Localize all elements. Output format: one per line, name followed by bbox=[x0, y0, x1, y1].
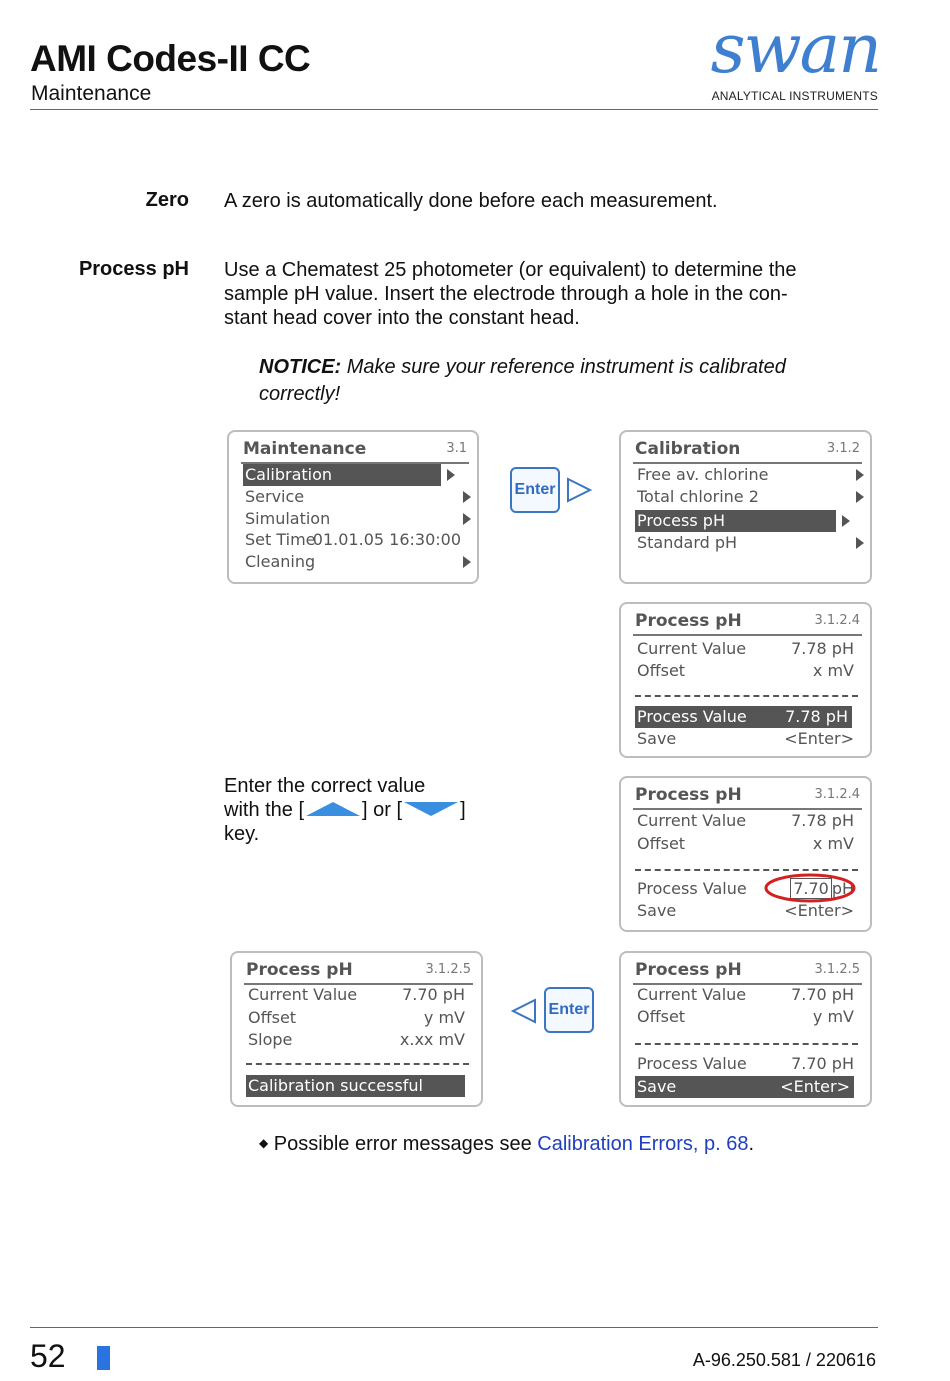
submenu-arrow-icon bbox=[856, 469, 864, 481]
submenu-arrow-icon bbox=[842, 515, 850, 527]
screen-process-ph-editing bbox=[619, 776, 872, 932]
menu-item-set-time[interactable]: Set Time 01.01.05 16:30:00 bbox=[245, 530, 461, 549]
process-ph-text: Use a Chematest 25 photometer (or equivalent) to determine the sample pH value. Insert the electrode through a hole in the con- stant head cover into the constant head. bbox=[224, 259, 797, 329]
process-value-row[interactable]: Process Value 7.70 pH bbox=[637, 879, 854, 898]
menu-item-standard-ph[interactable]: Standard pH bbox=[635, 532, 858, 554]
screen-number: 3.1.2.5 bbox=[425, 962, 471, 977]
enter-key-icon: Enter bbox=[510, 467, 560, 513]
process-value-input[interactable]: 7.70 bbox=[790, 878, 832, 899]
enter-instruction: Enter the correct value with the [ ] or [ ] key. bbox=[224, 775, 466, 845]
save-row[interactable]: Save <Enter> bbox=[637, 729, 854, 748]
screen-title: Process pH bbox=[635, 785, 742, 805]
process-value-row[interactable]: Process Value 7.78 pH bbox=[635, 706, 852, 728]
menu-item-cleaning[interactable]: Cleaning bbox=[243, 551, 465, 573]
header-rule bbox=[30, 109, 878, 110]
screen-title: Process pH bbox=[635, 611, 742, 631]
notice: NOTICE: Make sure your reference instrument is calibrated correctly! bbox=[259, 356, 786, 405]
process-value-row: Process Value 7.70 pH bbox=[637, 1054, 854, 1073]
menu-item-free-av-chlorine[interactable]: Free av. chlorine bbox=[635, 464, 858, 486]
page-number: 52 bbox=[30, 1338, 66, 1374]
menu-item-service[interactable]: Service bbox=[243, 486, 465, 508]
slope-row: Slope x.xx mV bbox=[248, 1030, 465, 1049]
enter-key-icon: Enter bbox=[544, 987, 594, 1033]
document-title: AMI Codes-II CC bbox=[30, 38, 311, 79]
screen-calibration bbox=[619, 430, 872, 584]
submenu-arrow-icon bbox=[856, 537, 864, 549]
submenu-arrow-icon bbox=[463, 491, 471, 503]
screen-number: 3.1.2.4 bbox=[814, 787, 860, 802]
calibration-status: Calibration successful bbox=[246, 1075, 465, 1097]
screen-title: Process pH bbox=[635, 960, 742, 980]
screen-process-ph-save bbox=[619, 951, 872, 1107]
screen-title: Maintenance bbox=[243, 439, 367, 459]
submenu-arrow-icon bbox=[463, 556, 471, 568]
separator bbox=[635, 869, 858, 871]
arrow-left-icon bbox=[511, 998, 537, 1024]
menu-item-process-ph[interactable]: Process pH bbox=[635, 510, 836, 532]
submenu-arrow-icon bbox=[447, 469, 455, 481]
highlight-ring bbox=[762, 872, 858, 904]
separator bbox=[246, 1063, 469, 1065]
submenu-arrow-icon bbox=[463, 513, 471, 525]
screen-maintenance bbox=[227, 430, 479, 584]
error-messages-note: ◆ Possible error messages see Calibration Errors, p. 68. bbox=[259, 1133, 755, 1155]
offset-row: Offset y mV bbox=[248, 1008, 465, 1027]
screen-process-ph-edit bbox=[619, 602, 872, 758]
screen-number: 3.1.2 bbox=[826, 441, 860, 456]
offset-row: Offset x mV bbox=[637, 661, 854, 680]
zero-text: A zero is automatically done before each measurement. bbox=[224, 190, 718, 212]
separator bbox=[635, 695, 858, 697]
process-ph-label: Process pH bbox=[78, 258, 189, 280]
submenu-arrow-icon bbox=[856, 491, 864, 503]
calibration-errors-link[interactable]: Calibration Errors, p. 68 bbox=[537, 1133, 749, 1155]
page-marker bbox=[97, 1346, 110, 1370]
logo-subtitle: ANALYTICAL INSTRUMENTS bbox=[711, 89, 878, 103]
menu-item-calibration[interactable]: Calibration bbox=[243, 464, 441, 486]
save-row[interactable]: Save <Enter> bbox=[635, 1076, 854, 1098]
save-row[interactable]: Save <Enter> bbox=[637, 901, 854, 920]
current-value-row: Current Value 7.78 pH bbox=[637, 811, 854, 830]
offset-row: Offset y mV bbox=[637, 1007, 854, 1026]
menu-item-total-chlorine-2[interactable]: Total chlorine 2 bbox=[635, 486, 858, 508]
footer-rule bbox=[30, 1327, 878, 1328]
current-value-row: Current Value 7.70 pH bbox=[637, 985, 854, 1004]
screen-title: Calibration bbox=[635, 439, 741, 459]
diamond-bullet-icon: ◆ bbox=[259, 1136, 269, 1150]
current-value-row: Current Value 7.70 pH bbox=[248, 985, 465, 1004]
separator bbox=[635, 1043, 858, 1045]
offset-row: Offset x mV bbox=[637, 834, 854, 853]
document-reference: A-96.250.581 / 220616 bbox=[692, 1350, 876, 1370]
down-key-icon bbox=[402, 800, 460, 818]
section-name: Maintenance bbox=[31, 82, 152, 105]
zero-label: Zero bbox=[145, 189, 189, 211]
screen-number: 3.1.2.5 bbox=[814, 962, 860, 977]
screen-title: Process pH bbox=[246, 960, 353, 980]
arrow-right-icon bbox=[566, 477, 592, 503]
swan-logo: swan bbox=[710, 10, 880, 89]
up-key-icon bbox=[304, 800, 362, 818]
screen-calibration-result bbox=[230, 951, 483, 1107]
current-value-row: Current Value 7.78 pH bbox=[637, 639, 854, 658]
screen-number: 3.1.2.4 bbox=[814, 613, 860, 628]
notice-prefix: NOTICE: bbox=[259, 356, 342, 378]
menu-item-simulation[interactable]: Simulation bbox=[243, 508, 465, 530]
screen-number: 3.1 bbox=[446, 441, 467, 456]
